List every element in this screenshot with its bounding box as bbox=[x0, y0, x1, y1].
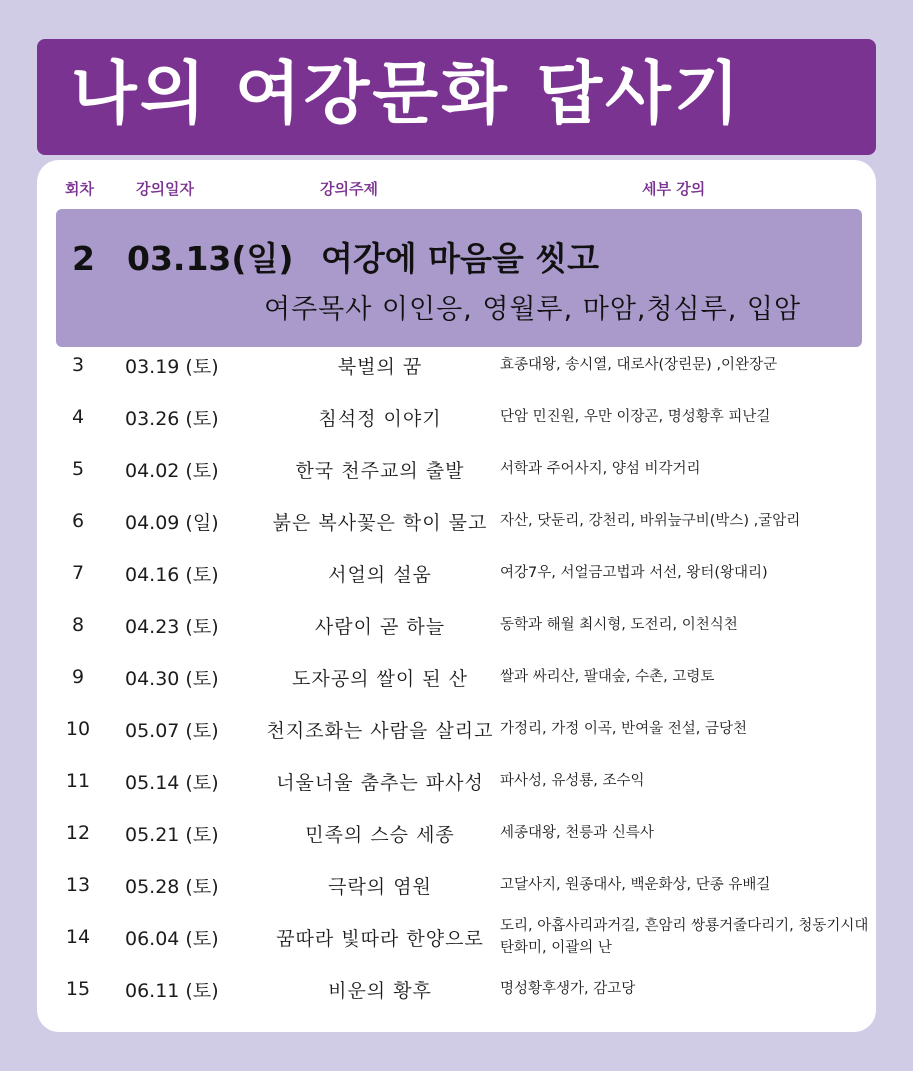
row-num: 3 bbox=[71, 354, 85, 376]
row-date: 06.11 (토) bbox=[125, 979, 219, 1002]
highlight-topic: 여강에 마음을 씻고 bbox=[321, 239, 600, 278]
row-date: 03.26 (토) bbox=[125, 407, 219, 430]
row-detail: 쌀과 싸리산, 팔대숲, 수촌, 고령토 bbox=[500, 669, 715, 685]
row-detail: 서학과 주어사지, 양섬 비각거리 bbox=[500, 461, 701, 477]
row-num: 4 bbox=[71, 406, 85, 428]
row-num: 12 bbox=[65, 822, 91, 844]
column-header-topic: 강의주제 bbox=[320, 180, 378, 198]
row-topic: 민족의 스승 세종 bbox=[305, 823, 455, 846]
row-detail: 고달사지, 원종대사, 백운화상, 단종 유배길 bbox=[500, 877, 771, 893]
row-topic: 북벌의 꿈 bbox=[337, 355, 423, 378]
row-num: 10 bbox=[65, 718, 91, 740]
schedule-card bbox=[37, 160, 876, 1032]
row-topic: 극락의 염원 bbox=[328, 875, 432, 898]
page-title: 나의 여강문화 답사기 bbox=[71, 55, 743, 134]
row-detail: 단암 민진원, 우만 이장곤, 명성황후 피난길 bbox=[500, 409, 771, 425]
row-detail: 세종대왕, 천릉과 신륵사 bbox=[500, 825, 654, 841]
row-detail: 자산, 닷둔리, 강천리, 바위늪구비(박스) ,굴암리 bbox=[500, 513, 801, 529]
row-num: 9 bbox=[71, 666, 85, 688]
row-date: 05.07 (토) bbox=[125, 719, 219, 742]
column-header-detail: 세부 강의 bbox=[642, 180, 706, 198]
row-date: 05.28 (토) bbox=[125, 875, 219, 898]
row-num: 7 bbox=[71, 562, 85, 584]
row-num: 14 bbox=[65, 926, 91, 948]
column-header-date: 강의일자 bbox=[136, 180, 194, 198]
row-topic: 천지조화는 사람을 살리고 bbox=[266, 719, 494, 742]
column-header-num: 회차 bbox=[65, 180, 94, 198]
row-topic: 꿈따라 빛따라 한양으로 bbox=[276, 927, 484, 950]
table-row bbox=[37, 755, 876, 807]
table-row bbox=[37, 443, 876, 495]
row-date: 04.02 (토) bbox=[125, 459, 219, 482]
table-row bbox=[37, 963, 876, 1015]
highlight-detail: 여주목사 이인응, 영월루, 마암,청심루, 입암 bbox=[264, 294, 802, 325]
highlighted-session bbox=[56, 209, 862, 347]
row-topic: 너울너울 춤추는 파사성 bbox=[276, 771, 484, 794]
table-row bbox=[37, 339, 876, 391]
table-row bbox=[37, 859, 876, 911]
highlight-num: 2 bbox=[72, 239, 95, 278]
row-num: 5 bbox=[71, 458, 85, 480]
table-row bbox=[37, 651, 876, 703]
table-row bbox=[37, 703, 876, 755]
highlight-date: 03.13(일) bbox=[127, 239, 294, 278]
row-topic: 사람이 곧 하늘 bbox=[314, 615, 446, 638]
table-row bbox=[37, 911, 876, 963]
row-date: 06.04 (토) bbox=[125, 927, 219, 950]
table-row bbox=[37, 807, 876, 859]
table-row bbox=[37, 599, 876, 651]
row-detail: 효종대왕, 송시열, 대로사(장린문) ,이완장군 bbox=[500, 357, 778, 373]
row-detail: 동학과 해월 최시형, 도전리, 이천식천 bbox=[500, 617, 738, 633]
row-date: 04.23 (토) bbox=[125, 615, 219, 638]
row-detail: 파사성, 유성룡, 조수익 bbox=[500, 773, 645, 789]
row-date: 04.09 (일) bbox=[125, 511, 219, 534]
row-num: 8 bbox=[71, 614, 85, 636]
row-detail: 여강7우, 서얼금고법과 서선, 왕터(왕대리) bbox=[500, 565, 768, 581]
row-topic: 비운의 황후 bbox=[328, 979, 432, 1002]
row-date: 04.16 (토) bbox=[125, 563, 219, 586]
row-num: 13 bbox=[65, 874, 91, 896]
row-num: 15 bbox=[65, 978, 91, 1000]
row-num: 11 bbox=[65, 770, 91, 792]
row-detail: 가정리, 가정 이곡, 반여울 전설, 금당천 bbox=[500, 721, 747, 737]
row-date: 05.14 (토) bbox=[125, 771, 219, 794]
row-topic: 붉은 복사꽃은 학이 물고 bbox=[272, 511, 488, 534]
row-detail: 도리, 아홉사리과거길, 흔암리 쌍룡거줄다리기, 청동기시대 탄화미, 이괄의 난 bbox=[500, 918, 869, 956]
table-row bbox=[37, 547, 876, 599]
row-date: 04.30 (토) bbox=[125, 667, 219, 690]
row-topic: 도자공의 쌀이 된 산 bbox=[292, 667, 468, 690]
title-banner bbox=[37, 39, 876, 155]
row-detail: 명성황후생가, 감고당 bbox=[500, 981, 636, 997]
row-topic: 서얼의 설움 bbox=[328, 563, 432, 586]
row-num: 6 bbox=[71, 510, 85, 532]
row-date: 03.19 (토) bbox=[125, 355, 219, 378]
row-topic: 침석정 이야기 bbox=[318, 407, 442, 430]
table-row bbox=[37, 495, 876, 547]
table-row bbox=[37, 391, 876, 443]
row-date: 05.21 (토) bbox=[125, 823, 219, 846]
row-topic: 한국 천주교의 출발 bbox=[295, 459, 465, 482]
